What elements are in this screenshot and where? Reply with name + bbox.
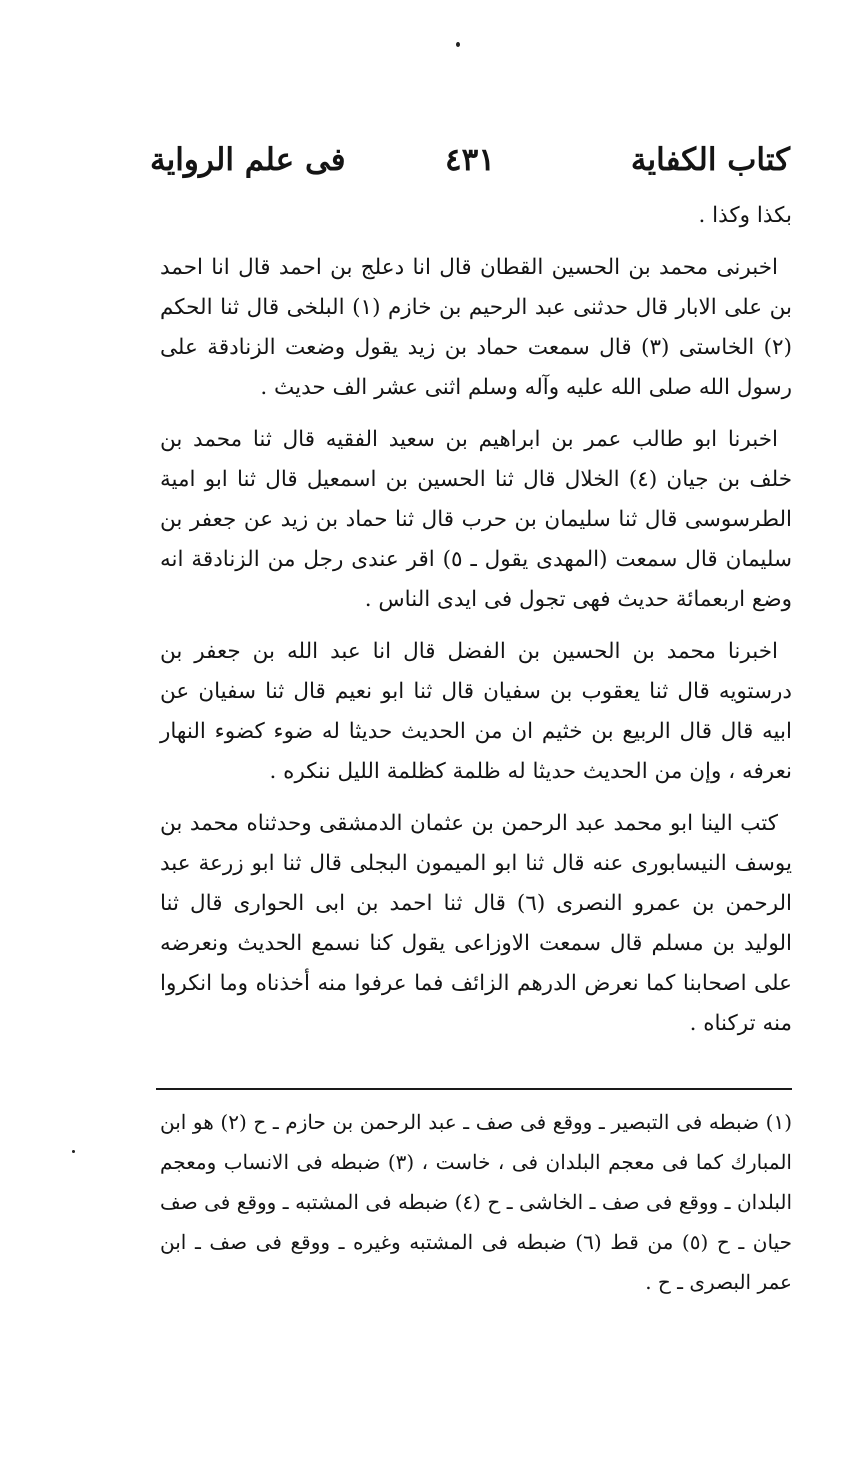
footnote-divider <box>156 1088 792 1090</box>
paragraph-hadith-2: اخبرنا ابو طالب عمر بن ابراهيم بن سعيد الفقيه قال ثنا محمد بن خلف بن جيان (٤) الخلال قال ثنا الحسين بن اسمعيل قال ثنا ابو امية الطرسوسى قال ثنا سليمان بن حرب قال ثنا حماد بن زيد عن جعفر بن سليمان قال سمعت (المهدى يقول ـ ٥) اقر عندى رجل من الزنادقة انه وضع اربعمائة حديث فهى تجول فى ايدى الناس . <box>160 427 792 612</box>
subject-title: فى علم الرواية <box>150 142 346 178</box>
ink-speck <box>72 1150 75 1153</box>
paragraph-hadith-4: كتب الينا ابو محمد عبد الرحمن بن عثمان الدمشقى وحدثناه محمد بن يوسف النيسابورى عنه قال ثنا ابو الميمون البجلى قال ثنا ابو زرعة عبد الرحمن بن عمرو النصرى (٦) قال ثنا احمد بن ابى الحوارى قال ثنا الوليد بن مسلم قال سمعت الاوزاعى يقول كنا نسمع الحديث ونعرضه على اصحابنا كما نعرض الدرهم الزائف فما عرفوا منه أخذناه وما انكروا منه تركناه . <box>160 811 792 1036</box>
page-number: ٤٣١ <box>445 142 495 178</box>
book-title: كتاب الكفاية <box>630 142 790 178</box>
paragraph-opening-fragment: بكذا وكذا . <box>698 203 792 228</box>
paragraph-hadith-1: اخبرنى محمد بن الحسين القطان قال انا دعلج بن احمد قال انا احمد بن على الابار قال حدثنى عبد الرحيم بن خازم (١) البلخى قال ثنا الحكم (٢) الخاستى (٣) قال سمعت حماد بن زيد يقول وضعت الزنادقة على رسول الله صلى الله عليه وآله وسلم اثنى عشر الف حديث . <box>160 255 792 400</box>
footnotes: (١) ضبطه فى التبصير ـ ووقع فى صف ـ عبد الرحمن بن حازم ـ ح (٢) هو ابن المبارك كما فى معجم البلدان فى ، خاست ، (٣) ضبطه فى الانساب ومعجم البلدان ـ ووقع فى صف ـ الخاشى ـ ح (٤) ضبطه فى المشتبه ـ ووقع فى صف حيان ـ ح (٥) من قط (٦) ضبطه فى المشتبه وغيره ـ ووقع فى صف ـ ابن عمر البصرى ـ ح . <box>160 1110 793 1294</box>
page-header <box>150 138 790 182</box>
ink-speck <box>456 42 460 47</box>
paragraph-hadith-3: اخبرنا محمد بن الحسين بن الفضل قال انا عبد الله بن جعفر بن درستويه قال ثنا يعقوب بن سفيان قال ثنا ابو نعيم قال ثنا سفيان عن ابيه قال قال الربيع بن خثيم ان من الحديث حديثا له ضوء كضوء النهار نعرفه ، وإن من الحديث حديثا له ظلمة كظلمة الليل ننكره . <box>160 639 792 784</box>
main-text <box>160 196 792 1056</box>
